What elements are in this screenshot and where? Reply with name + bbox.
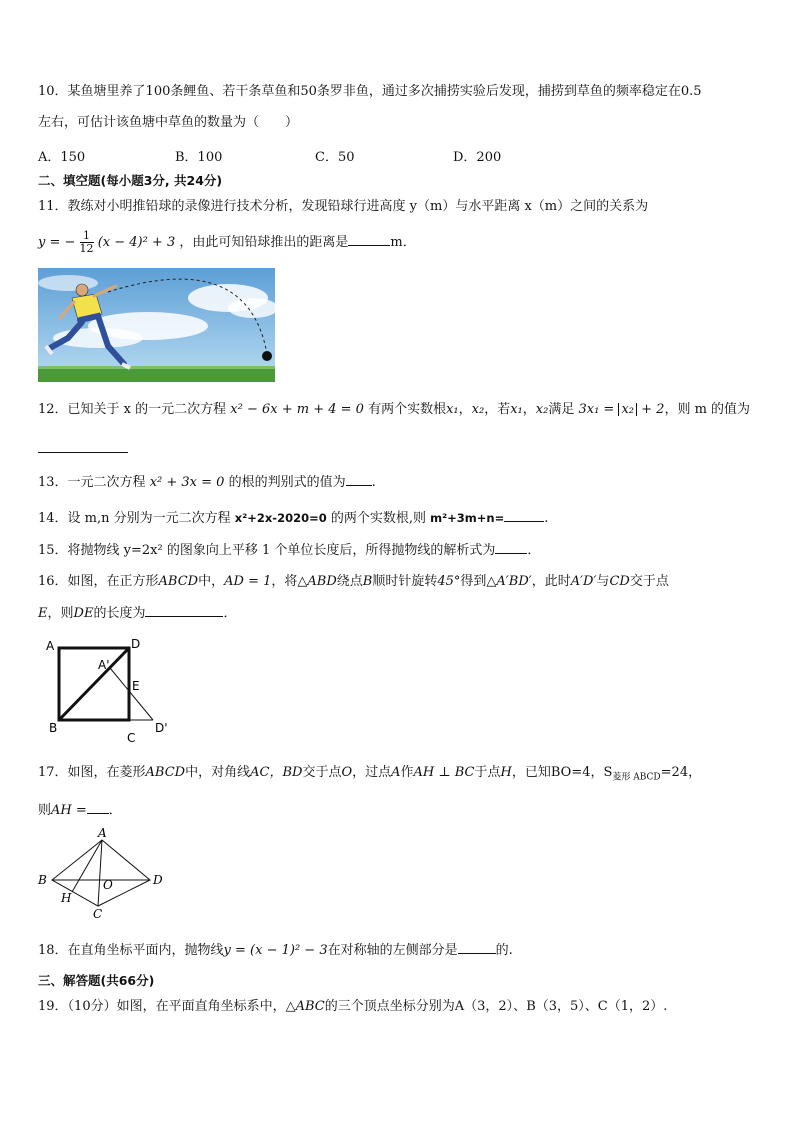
q17-t-g: ，已知BO=4，S (511, 765, 613, 780)
q14-line (38, 509, 548, 528)
q17-answer-blank[interactable] (87, 801, 109, 814)
label-D: D (153, 873, 163, 887)
q12-text-a: 12．已知关于 x 的一元二次方程 (38, 402, 227, 417)
q12-cond-abs: x₂ (618, 403, 637, 416)
q14-end: . (544, 511, 549, 526)
q11-formula-rhs: (x − 4)² + 3 (97, 235, 176, 250)
section-title-solutions: 三、解答题(共66分) (38, 973, 155, 988)
q11-tail2: m． (390, 235, 416, 250)
q15-line (38, 541, 540, 560)
q12-root1b: x₁ (510, 402, 523, 417)
q14-pre: 14．设 m,n 分别为一元二次方程 (38, 511, 231, 526)
q13-answer-blank[interactable] (346, 473, 372, 486)
q11-line1: 11．教练对小明推铅球的录像进行技术分析，发现铅球行进高度 y（m）与水平距离 x（m）之间的关系为 (38, 199, 649, 214)
q17-ah: AH = (51, 803, 87, 818)
section-title-fill-blank: 二、填空题(每小题3分, 共24分) (38, 173, 223, 188)
q16-t-h: 与 (596, 574, 610, 589)
rhombus-figure (34, 826, 170, 922)
q16-t-g: ，此时 (531, 574, 571, 589)
q14-mid: 的两个实数根,则 (330, 511, 426, 526)
label-C: C (93, 907, 103, 921)
q19-mid: 的三个顶点坐标分别为 (324, 999, 455, 1014)
q11-tail1: ，由此可知铅球推出的距离是 (179, 235, 349, 250)
label-H: H (61, 891, 72, 905)
q16-t-f: 得到 (460, 574, 487, 589)
q15-end: ． (527, 543, 541, 558)
q18-pre: 18．在直角坐标平面内，抛物线 (38, 943, 224, 958)
q19-point-a: A（3，2）、 (454, 999, 527, 1014)
q17-area-sub: 菱形 ABCD (612, 772, 661, 783)
label-B: B (38, 873, 47, 887)
q17-rhombus: ABCD (145, 765, 186, 780)
q11-answer-blank[interactable] (348, 233, 390, 246)
q16-t2-end: ． (223, 606, 237, 621)
q17-t2-end: ． (108, 803, 122, 818)
q16-t-i: 交于点 (629, 574, 669, 589)
q17-t-e: 作 (400, 765, 414, 780)
q15-text: 15．将抛物线 y=2x² 的图象向上平移 1 个单位长度后，所得抛物线的解析式为 (38, 543, 496, 558)
q16-t2-b: 的长度为 (93, 606, 146, 621)
q12-sep: ， (458, 402, 472, 417)
q10-line1: 10．某鱼塘里养了100条鲤鱼、若干条草鱼和50条罗非鱼，通过多次捕捞实验后发现，捕捞到草鱼的频率稳定在0.5 (38, 84, 702, 99)
label-E: E (132, 679, 140, 693)
q16-ad: AD = 1 (224, 574, 272, 589)
q16-a2d2: A′D′ (570, 574, 597, 589)
q16-t-d: 绕点 (336, 574, 363, 589)
label-D: D (131, 637, 141, 651)
q16-cd: CD (609, 574, 630, 589)
q17-t-f: 于点 (474, 765, 501, 780)
q16-t-e: 顺时针旋转 (372, 574, 438, 589)
label-A: A (46, 639, 55, 653)
q13-pre: 13．一元二次方程 (38, 475, 146, 490)
q10-option-c: C．50 (315, 150, 355, 165)
q16-b: B (362, 574, 373, 589)
q17-t-a: 17．如图，在菱形 (38, 765, 146, 780)
q19-pre: 19．（10分）如图，在平面直角坐标系中， (38, 999, 286, 1014)
q12-cond-lhs: 3x₁ = (578, 402, 615, 417)
q16-de: DE (73, 606, 94, 621)
label-A-prime: A' (98, 658, 110, 672)
q16-tri: △ABD (297, 574, 337, 589)
q16-tri2: △A′BD′ (486, 574, 532, 589)
q14-answer-blank[interactable] (504, 509, 544, 522)
q11-frac-num: 1 (80, 230, 94, 243)
q14-equation: x²+2x-2020=0 (234, 511, 327, 525)
q12-answer-blank[interactable] (38, 440, 128, 453)
q19-point-c: C（1，2）. (597, 999, 668, 1014)
q19-point-b: B（3，5）、 (526, 999, 598, 1014)
q17-t-b: 中，对角线 (185, 765, 251, 780)
q10-option-d: D．200 (453, 150, 502, 165)
q14-expression: m²+3m+n= (430, 511, 505, 525)
q12-equation: x² − 6x + m + 4 = 0 (230, 402, 364, 417)
q11-formula-lhs: y = − (38, 235, 76, 250)
q10-option-b: B．100 (175, 150, 223, 165)
label-O: O (103, 878, 113, 892)
q18-post: 在对称轴的左侧部分是 (327, 943, 458, 958)
q16-angle: 45° (437, 574, 461, 589)
q13-end: . (371, 475, 376, 490)
q12-root1: x₁ (446, 402, 459, 417)
q12-text-b: 有两个实数根 (368, 402, 447, 417)
q11-line2 (38, 228, 416, 258)
q17-t2-a: 则 (38, 803, 52, 818)
q10-option-a: A．150 (38, 150, 86, 165)
q17-t-c: 交于点 (302, 765, 342, 780)
q17-h: H (500, 765, 512, 780)
q12-text-d: ，则 m 的值为 (664, 402, 751, 417)
q16-t-c: ，将 (271, 574, 298, 589)
q10-line2: 左右，可估计该鱼塘中草鱼的数量为（ ） (38, 115, 299, 130)
label-A: A (98, 826, 107, 840)
q11-fraction (80, 230, 94, 255)
q19-line (38, 998, 667, 1016)
q16-line1 (38, 573, 669, 591)
q19-tri: △ABC (285, 999, 325, 1014)
q11-frac-den: 12 (79, 242, 94, 255)
q13-line (38, 473, 376, 492)
q16-square: ABCD (158, 574, 199, 589)
q16-t2-a: ，则 (47, 606, 74, 621)
q17-t-d: ，过点 (352, 765, 392, 780)
q12-root2: x₂ (471, 402, 485, 417)
q13-equation: x² + 3x = 0 (149, 475, 225, 490)
q12-cond-pre: 满足 (548, 402, 575, 417)
q17-perp: AH ⊥ BC (413, 765, 475, 780)
q12-sep2: ， (522, 402, 536, 417)
q12-line1 (38, 401, 750, 419)
q13-post: 的根的判别式的值为 (228, 475, 346, 490)
q15-answer-blank[interactable] (495, 541, 527, 554)
q12-answer-line (38, 440, 128, 459)
q17-diagonals: AC，BD (250, 765, 303, 780)
q16-e: E (38, 606, 48, 621)
square-rotation-figure (40, 636, 180, 746)
q18-answer-blank[interactable] (458, 941, 496, 954)
label-B: B (49, 721, 58, 735)
label-D-prime: D' (155, 721, 168, 735)
q16-line2 (38, 604, 236, 623)
q17-t-h: =24， (660, 765, 702, 780)
q18-equation: y = (x − 1)² − 3 (223, 943, 328, 958)
q12-text-c: ，若 (484, 402, 511, 417)
q17-o: O (341, 765, 353, 780)
q12-root2b: x₂ (535, 402, 549, 417)
q12-cond-rhs: + 2 (641, 402, 665, 417)
q16-t-b: 中， (198, 574, 225, 589)
label-C: C (127, 731, 136, 745)
q17-line1 (38, 764, 701, 787)
q16-answer-blank[interactable] (145, 604, 223, 617)
q16-t-a: 16．如图，在正方形 (38, 574, 159, 589)
q18-end: 的. (495, 943, 513, 958)
q17-line2 (38, 801, 122, 820)
q18-line (38, 941, 513, 960)
shot-put-illustration (38, 268, 275, 382)
q17-a: A (391, 765, 401, 780)
